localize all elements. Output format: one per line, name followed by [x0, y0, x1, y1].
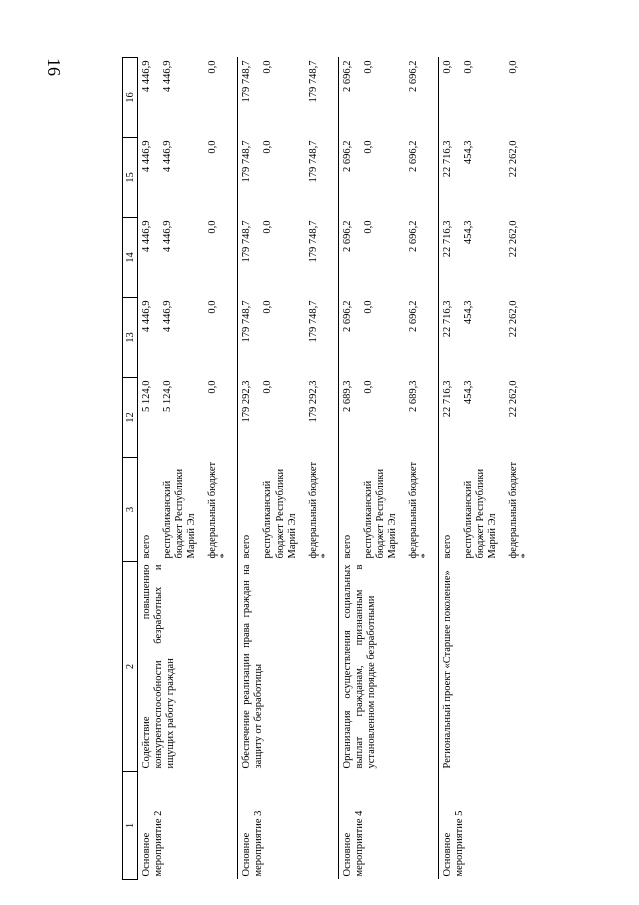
value-cell: 179 748,7 — [238, 138, 260, 218]
funding-source-cell: федеральный бюджет * — [508, 461, 532, 559]
value-cell: 22 716,3 — [439, 218, 461, 298]
value-cell: 0,0 — [207, 380, 219, 394]
value-cell: 0,0 — [362, 300, 374, 314]
column-header: 13 — [123, 298, 138, 378]
value-cell: 2 696,2 — [408, 220, 419, 252]
value-cell: 5 124,0 — [138, 378, 160, 458]
value-cell: 22 716,3 — [439, 298, 461, 378]
value-cell: 179 748,7 — [238, 58, 260, 138]
funding-source-cell: федеральный бюджет * — [408, 461, 432, 559]
column-header: 1 — [123, 772, 138, 880]
funding-source-cell: всего — [138, 458, 160, 562]
funding-source-cell: всего — [439, 458, 461, 562]
activity-description-cell: Обеспечение реализации права граждан на защиту от безработицы — [238, 562, 338, 772]
value-cell: 454,3 — [463, 220, 475, 245]
funding-source-cell: республиканский бюджет Республики Марий Эл — [362, 468, 398, 559]
header-row — [123, 58, 138, 880]
activity-name-cell: Основное мероприятие 2 — [138, 772, 238, 880]
column-header: 14 — [123, 218, 138, 298]
value-cell: 2 689,3 — [408, 380, 419, 412]
value-cell: 179 748,7 — [238, 218, 260, 298]
value-cell: 22 262,0 — [508, 140, 520, 178]
value-cell: 454,3 — [463, 140, 475, 165]
column-header: 16 — [123, 58, 138, 138]
value-cell: 2 696,2 — [338, 138, 360, 218]
value-cell: 22 262,0 — [508, 380, 520, 418]
value-cell: 0,0 — [463, 60, 475, 74]
funding-source-cell: всего — [338, 458, 360, 562]
budget-table — [122, 57, 539, 880]
value-cell: 22 716,3 — [439, 138, 461, 218]
value-cell: 0,0 — [207, 220, 219, 234]
table-body — [138, 58, 539, 880]
rotated-table-container — [122, 58, 600, 880]
table-row — [338, 58, 360, 880]
value-cell: 179 748,7 — [307, 220, 319, 263]
value-cell: 22 262,0 — [508, 300, 520, 338]
value-cell: 2 696,2 — [408, 60, 419, 92]
value-cell: 0,0 — [362, 380, 374, 394]
activity-name-cell: Основное мероприятие 5 — [439, 772, 539, 880]
activity-name-cell: Основное мероприятие 4 — [338, 772, 438, 880]
value-cell: 0,0 — [207, 300, 219, 314]
value-cell: 179 748,7 — [307, 60, 319, 103]
value-cell: 0,0 — [262, 380, 274, 394]
value-cell: 179 748,7 — [307, 140, 319, 183]
value-cell: 0,0 — [262, 220, 274, 234]
value-cell: 2 696,2 — [408, 140, 419, 172]
value-cell: 2 696,2 — [338, 218, 360, 298]
value-cell: 0,0 — [262, 300, 274, 314]
value-cell: 4 446,9 — [162, 300, 174, 332]
value-cell: 0,0 — [262, 140, 274, 154]
value-cell: 4 446,9 — [138, 58, 160, 138]
value-cell: 4 446,9 — [138, 138, 160, 218]
value-cell: 4 446,9 — [162, 60, 174, 92]
value-cell: 2 689,3 — [338, 378, 360, 458]
value-cell: 4 446,9 — [138, 218, 160, 298]
column-header: 15 — [123, 138, 138, 218]
value-cell: 2 696,2 — [338, 58, 360, 138]
funding-source-cell: республиканский бюджет Республики Марий Эл — [262, 468, 298, 559]
activity-description-cell: Содействие повышению конкурентоспособности безработных и ищущих работу граждан — [138, 562, 238, 772]
value-cell: 4 446,9 — [138, 298, 160, 378]
column-header: 3 — [123, 458, 138, 562]
value-cell: 179 748,7 — [307, 300, 319, 343]
value-cell: 0,0 — [207, 140, 219, 154]
value-cell: 179 748,7 — [238, 298, 260, 378]
table-row — [138, 58, 160, 880]
value-cell: 22 262,0 — [508, 220, 520, 258]
value-cell: 179 292,3 — [307, 380, 319, 423]
value-cell: 0,0 — [508, 60, 520, 74]
value-cell: 5 124,0 — [162, 380, 174, 412]
value-cell: 22 716,3 — [439, 378, 461, 458]
activity-name-cell: Основное мероприятие 3 — [238, 772, 338, 880]
activity-description-cell: Организация осуществления социальных выплат гражданам, признанным в установленном порядке безработными — [338, 562, 438, 772]
value-cell: 454,3 — [463, 300, 475, 325]
value-cell: 179 292,3 — [238, 378, 260, 458]
value-cell: 0,0 — [262, 60, 274, 74]
funding-source-cell: республиканский бюджет Республики Марий Эл — [162, 468, 198, 559]
funding-source-cell: федеральный бюджет * — [307, 461, 331, 559]
table-row — [238, 58, 260, 880]
value-cell: 0,0 — [207, 60, 219, 74]
value-cell: 0,0 — [362, 220, 374, 234]
value-cell: 4 446,9 — [162, 140, 174, 172]
value-cell: 4 446,9 — [162, 220, 174, 252]
funding-source-cell: республиканский бюджет Республики Марий Эл — [463, 468, 499, 559]
table-row — [439, 58, 461, 880]
funding-source-cell: всего — [238, 458, 260, 562]
activity-description-cell: Региональный проект «Старшее поколение» — [439, 562, 539, 772]
funding-source-cell: федеральный бюджет * — [207, 461, 231, 559]
value-cell: 0,0 — [439, 58, 461, 138]
value-cell: 0,0 — [362, 140, 374, 154]
column-header: 12 — [123, 378, 138, 458]
page-number: 16 — [44, 58, 64, 76]
value-cell: 0,0 — [362, 60, 374, 74]
value-cell: 454,3 — [463, 380, 475, 405]
value-cell: 2 696,2 — [338, 298, 360, 378]
value-cell: 2 696,2 — [408, 300, 419, 332]
column-header: 2 — [123, 562, 138, 772]
